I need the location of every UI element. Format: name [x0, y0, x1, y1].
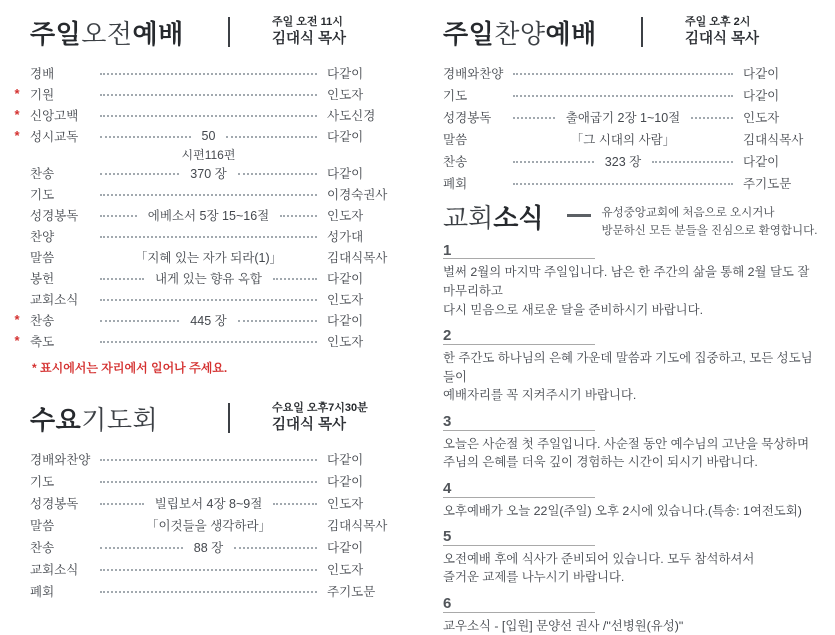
order-row — [30, 267, 403, 288]
order-label: 말씀 — [30, 519, 55, 533]
dotted-leader — [100, 136, 191, 138]
news-item-number: 5 — [443, 529, 595, 546]
service-title-part: 주일 — [30, 18, 82, 49]
order-row — [443, 62, 819, 84]
dotted-leader — [100, 320, 179, 322]
dotted-leader — [100, 341, 317, 343]
service-time: 수요일 오후7시30분 — [272, 402, 368, 415]
divider-bar — [228, 17, 230, 47]
order-performer: 인도자 — [327, 334, 364, 349]
dotted-leader — [100, 173, 179, 175]
order-row — [30, 448, 403, 470]
dotted-leader — [513, 117, 555, 119]
news-item-line: 즐거운 교제를 나누시기 바랍니다. — [443, 570, 625, 585]
order-middle — [90, 590, 327, 592]
order-performer: 인도자 — [743, 111, 780, 125]
dotted-leader — [100, 459, 317, 461]
order-detail: 88 장 — [193, 541, 224, 555]
divider-bar — [228, 403, 230, 433]
order-label: 기도 — [30, 187, 55, 202]
dotted-leader — [652, 161, 733, 163]
order-label: 말씀 — [443, 133, 468, 147]
service-order-list — [30, 448, 403, 602]
dotted-leader — [234, 547, 317, 549]
dotted-leader — [513, 161, 594, 163]
service-title — [30, 14, 228, 51]
order-performer: 다같이 — [327, 475, 364, 489]
order-label: 찬송 — [30, 166, 55, 181]
order-middle — [90, 568, 327, 570]
order-label: 폐회 — [30, 585, 55, 599]
service-title-part: 예배 — [545, 18, 597, 49]
order-row — [443, 84, 819, 106]
order-middle — [90, 129, 327, 143]
order-label: 경배와찬양 — [30, 453, 91, 467]
order-detail: 내게 있는 향유 옥합 — [154, 271, 263, 286]
order-middle — [90, 248, 327, 266]
standing-marker: * — [14, 128, 20, 143]
order-middle — [90, 340, 327, 342]
order-performer: 주기도문 — [743, 177, 792, 191]
welcome-message — [601, 204, 817, 241]
welcome-line: 유성중앙교회에 처음으로 오시거나 — [601, 207, 775, 219]
service-info — [685, 15, 759, 48]
order-performer: 다같이 — [743, 155, 780, 169]
news-item-line: 한 주간도 하나님의 은혜 가운데 말씀과 기도에 집중하고, 모든 성도님들이 — [443, 350, 813, 384]
order-row — [30, 580, 403, 602]
service-section-wednesday-prayer — [30, 398, 403, 602]
service-title-part: 수요 — [30, 404, 82, 435]
order-row — [30, 514, 403, 536]
order-row — [30, 470, 403, 492]
order-label: 경배 — [30, 66, 55, 81]
order-row — [30, 288, 403, 309]
order-performer: 다같이 — [327, 453, 364, 467]
order-detail: 323 장 — [604, 155, 642, 169]
order-label: 찬송 — [30, 541, 55, 555]
news-item-number: 3 — [443, 414, 595, 431]
order-row — [30, 183, 403, 204]
order-performer: 인도자 — [327, 292, 364, 307]
order-middle — [90, 494, 327, 512]
news-item-number: 6 — [443, 596, 595, 613]
order-middle — [90, 538, 327, 556]
news-title-part: 교회 — [443, 203, 494, 233]
news-item — [443, 529, 819, 587]
order-performer: 김대식목사 — [327, 250, 388, 265]
dotted-leader — [273, 278, 317, 280]
order-middle — [90, 93, 327, 95]
dotted-leader — [100, 547, 183, 549]
church-news-section — [443, 204, 819, 635]
order-label: 기원 — [30, 87, 55, 102]
news-item-line: 예배자리를 꼭 지켜주시기 바랍니다. — [443, 388, 637, 403]
dotted-leader — [100, 236, 317, 238]
dotted-leader — [100, 299, 317, 301]
dotted-leader — [100, 503, 144, 505]
dotted-leader — [100, 591, 317, 593]
news-item — [443, 414, 819, 472]
right-column — [417, 0, 835, 633]
order-middle — [503, 182, 743, 184]
news-item — [443, 481, 819, 520]
news-title — [443, 204, 543, 234]
order-detail: 「이것들을 생각하라」 — [145, 519, 272, 533]
service-title — [30, 400, 228, 437]
order-middle — [503, 108, 743, 126]
welcome-line: 방문하신 모든 분들을 진심으로 환영합니다. — [601, 224, 818, 237]
order-middle — [90, 235, 327, 237]
dotted-leader — [280, 215, 317, 217]
order-middle — [90, 72, 327, 74]
news-item-line: 오늘은 사순절 첫 주일입니다. 사순절 동안 예수님의 고난을 묵상하며 — [443, 436, 810, 451]
order-label: 찬송 — [443, 155, 468, 169]
order-performer: 다같이 — [327, 166, 364, 181]
order-label: 기도 — [443, 89, 468, 103]
order-row — [443, 150, 819, 172]
order-middle — [90, 206, 327, 224]
dotted-leader — [273, 503, 317, 505]
dotted-leader — [100, 215, 137, 217]
dotted-leader — [513, 73, 733, 75]
order-detail: 445 장 — [190, 313, 227, 328]
order-label: 경배와찬양 — [443, 67, 504, 81]
order-row — [14, 309, 403, 330]
order-label: 성경봉독 — [443, 111, 492, 125]
dash-icon — [567, 214, 591, 217]
news-item-line: 오후예배가 오늘 22일(주일) 오후 2시에 있습니다.(특송: 1여전도회) — [443, 503, 802, 518]
order-label: 축도 — [30, 334, 55, 349]
dotted-leader — [513, 95, 733, 97]
dotted-leader — [691, 117, 733, 119]
news-item-line: 주님의 은혜를 더욱 깊이 경험하는 시간이 되시기 바랍니다. — [443, 455, 758, 470]
order-detail: 「지혜 있는 자가 되라(1)」 — [134, 250, 283, 265]
order-middle — [503, 152, 743, 170]
order-detail: 빌립보서 4장 8~9절 — [154, 497, 263, 511]
dotted-leader — [100, 481, 317, 483]
service-header — [30, 12, 403, 52]
order-middle — [503, 130, 743, 148]
order-row — [30, 204, 403, 225]
service-info — [272, 15, 346, 48]
order-middle — [503, 72, 743, 74]
dotted-leader — [226, 136, 317, 138]
dotted-leader — [100, 94, 317, 96]
order-label: 성경봉독 — [30, 497, 79, 511]
news-item-number: 4 — [443, 481, 595, 498]
news-title-part: 소식 — [493, 203, 544, 233]
service-title-part: 찬양 — [494, 18, 546, 49]
order-row — [30, 62, 403, 83]
order-detail: 출애굽기 2장 1~10절 — [565, 111, 681, 125]
order-middle — [90, 269, 327, 287]
service-order-list — [443, 62, 819, 194]
order-performer: 이경숙권사 — [327, 187, 388, 202]
standing-marker: * — [14, 312, 20, 327]
left-column — [0, 0, 417, 599]
order-label: 봉헌 — [30, 271, 55, 286]
service-pastor: 김대식 목사 — [272, 30, 347, 47]
news-item-line: 오전예배 후에 식사가 준비되어 있습니다. 모두 참석하셔서 — [443, 551, 755, 566]
service-title-part: 예배 — [132, 18, 184, 49]
news-item — [443, 596, 819, 635]
order-label: 성시교독 — [30, 129, 79, 144]
order-middle — [503, 94, 743, 96]
order-row — [30, 536, 403, 558]
order-performer: 김대식목사 — [327, 519, 388, 533]
dotted-leader — [100, 115, 317, 117]
order-sub-detail: 시편116편 — [181, 147, 236, 162]
order-detail: 50 — [201, 128, 216, 143]
service-pastor: 김대식 목사 — [272, 416, 347, 433]
dotted-leader — [238, 320, 317, 322]
order-middle — [90, 480, 327, 482]
order-subrow — [30, 146, 403, 162]
order-performer: 인도자 — [327, 563, 364, 577]
news-item — [443, 243, 819, 320]
order-row — [14, 125, 403, 146]
news-item-number: 1 — [443, 243, 595, 260]
service-info — [272, 401, 368, 434]
order-performer: 다같이 — [327, 541, 364, 555]
order-label: 성경봉독 — [30, 208, 79, 223]
order-middle — [90, 164, 327, 182]
order-row — [443, 106, 819, 128]
service-title-part: 오전 — [81, 18, 133, 49]
order-row — [14, 104, 403, 125]
order-middle — [90, 298, 327, 300]
order-performer: 인도자 — [327, 208, 364, 223]
order-performer: 성가대 — [327, 229, 364, 244]
dotted-leader — [100, 73, 317, 75]
order-performer: 사도신경 — [327, 108, 376, 123]
news-items-list — [443, 243, 819, 635]
order-label: 말씀 — [30, 250, 55, 265]
order-detail: 370 장 — [190, 166, 227, 181]
order-performer: 다같이 — [327, 313, 364, 328]
order-performer: 인도자 — [327, 497, 364, 511]
order-performer: 다같이 — [327, 129, 364, 144]
order-middle — [90, 516, 327, 534]
order-label: 폐회 — [443, 177, 468, 191]
order-row — [30, 558, 403, 580]
order-row — [443, 172, 819, 194]
order-performer: 인도자 — [327, 87, 364, 102]
news-item — [443, 328, 819, 405]
order-detail: 에베소서 5장 15~16절 — [147, 208, 270, 223]
news-item-line: 다시 믿음으로 새로운 달을 준비하시기 바랍니다. — [443, 302, 704, 317]
standing-marker: * — [14, 333, 20, 348]
standing-marker: * — [14, 107, 20, 122]
service-header — [30, 398, 403, 438]
order-performer: 다같이 — [327, 271, 364, 286]
news-item-line: 교우소식 - [입원] 문양선 권사 /"선병원(유성)" — [443, 618, 684, 633]
news-item-number: 2 — [443, 328, 595, 345]
service-order-list — [14, 62, 403, 351]
order-row — [14, 330, 403, 351]
order-row — [30, 225, 403, 246]
dotted-leader — [100, 194, 317, 196]
service-time: 주일 오후 2시 — [685, 16, 751, 29]
order-row — [30, 162, 403, 183]
dotted-leader — [513, 183, 733, 185]
order-label: 교회소식 — [30, 563, 79, 577]
order-label: 찬양 — [30, 229, 55, 244]
order-performer: 김대식목사 — [743, 133, 804, 147]
service-title — [443, 14, 641, 51]
service-title-part: 주일 — [443, 18, 495, 49]
order-row — [30, 492, 403, 514]
order-label: 교회소식 — [30, 292, 79, 307]
service-pastor: 김대식 목사 — [685, 30, 760, 47]
service-title-part: 기도회 — [81, 404, 159, 435]
order-middle — [90, 193, 327, 195]
dotted-leader — [238, 173, 317, 175]
standing-marker: * — [14, 86, 20, 101]
order-row — [30, 246, 403, 267]
service-section-sunday-praise — [443, 12, 819, 194]
order-middle — [90, 311, 327, 329]
service-section-sunday-morning — [14, 12, 403, 376]
news-item-line: 벌써 2월의 마지막 주일입니다. 남은 한 주간의 삶을 통해 2월 달도 잘 마무리하고 — [443, 265, 810, 298]
order-performer: 다같이 — [743, 89, 780, 103]
order-label: 찬송 — [30, 313, 55, 328]
dotted-leader — [100, 278, 144, 280]
service-time: 주일 오전 11시 — [272, 16, 343, 29]
order-middle — [90, 458, 327, 460]
order-row — [14, 83, 403, 104]
order-label: 기도 — [30, 475, 55, 489]
standing-note: * 표시에서는 자리에서 일어나 주세요. — [32, 361, 228, 375]
order-performer: 다같이 — [743, 67, 780, 81]
order-middle — [90, 114, 327, 116]
order-performer: 다같이 — [327, 66, 364, 81]
order-performer: 주기도문 — [327, 585, 376, 599]
divider-bar — [641, 17, 643, 47]
service-header — [443, 12, 819, 52]
order-detail: 「그 시대의 사람」 — [570, 133, 676, 147]
order-label: 신앙고백 — [30, 108, 79, 123]
order-row — [443, 128, 819, 150]
dotted-leader — [100, 569, 317, 571]
news-header — [443, 204, 819, 241]
